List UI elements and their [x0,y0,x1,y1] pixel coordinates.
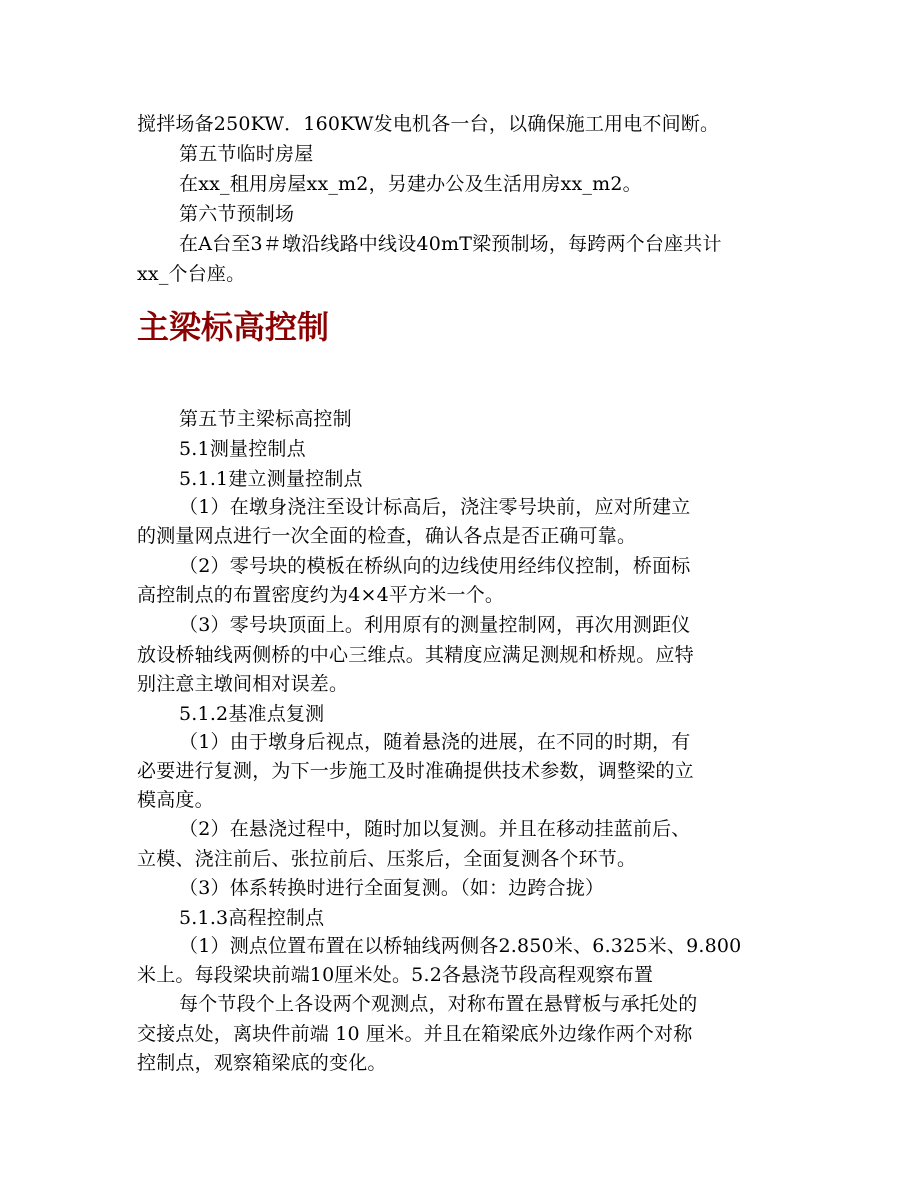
section-heading: 主梁标高控制 [137,308,330,346]
paragraph-line: （2）在悬浇过程中，随时加以复测。并且在移动挂蓝前后、 [179,818,691,840]
paragraph-line: （3）零号块顶面上。利用原有的测量控制网，再次用测距仪 [179,614,691,636]
paragraph-line: 别注意主墩间相对误差。 [137,673,349,695]
paragraph-line: 必要进行复测，为下一步施工及时准确提供技术参数，调整梁的立 [137,760,694,782]
paragraph-line: 的测量网点进行一次全面的检查，确认各点是否正确可靠。 [137,525,637,547]
paragraph-line: （1）由于墩身后视点，随着悬浇的进展，在不同的时期，有 [179,731,691,753]
paragraph-line: xx_个台座。 [137,263,246,285]
paragraph-line: （2）零号块的模板在桥纵向的边线使用经纬仪控制，桥面标 [179,555,691,577]
paragraph-line: 在A台至3＃墩沿线路中线设40mT梁预制场，每跨两个台座共计 [179,233,722,255]
paragraph-line: 模高度。 [137,789,214,811]
paragraph-line: 放设桥轴线两侧桥的中心三维点。其精度应满足测规和桥规。应特 [137,644,694,666]
subsection-title: 第六节预制场 [179,203,295,225]
paragraph-line: 搅拌场备250KW．160KW发电机各一台，以确保施工用电不间断。 [137,113,720,135]
paragraph-line: 每个节段个上各设两个观测点，对称布置在悬臂板与承托处的 [179,993,698,1015]
subsection-title: 5.1.1建立测量控制点 [179,468,363,490]
paragraph-line: 高控制点的布置密度约为4×4平方米一个。 [137,584,505,606]
paragraph-line: 立模、浇注前后、张拉前后、压浆后，全面复测各个环节。 [137,848,637,870]
paragraph-line: 在xx_租用房屋xx_m2，另建办公及生活用房xx_m2。 [179,173,642,195]
subsection-title: 5.1.2基准点复测 [179,703,325,725]
paragraph-line: （3）体系转换时进行全面复测。（如：边跨合拢） [179,877,605,899]
subsection-title: 5.1测量控制点 [179,438,306,460]
paragraph-line: （1）在墩身浇注至设计标高后，浇注零号块前，应对所建立 [179,496,691,518]
subsection-title: 第五节临时房屋 [179,143,314,165]
paragraph-line: 交接点处，离块件前端 10 厘米。并且在箱梁底外边缘作两个对称 [137,1023,693,1045]
subsection-title: 5.1.3高程控制点 [179,907,325,929]
paragraph-line: 控制点，观察箱梁底的变化。 [137,1052,387,1074]
paragraph-line: 米上。每段梁块前端10厘米处。5.2各悬浇节段高程观察布置 [137,964,654,986]
subsection-title: 第五节主梁标高控制 [179,408,352,430]
paragraph-line: （1）测点位置布置在以桥轴线两侧各2.850米、6.325米、9.800 [179,935,742,957]
